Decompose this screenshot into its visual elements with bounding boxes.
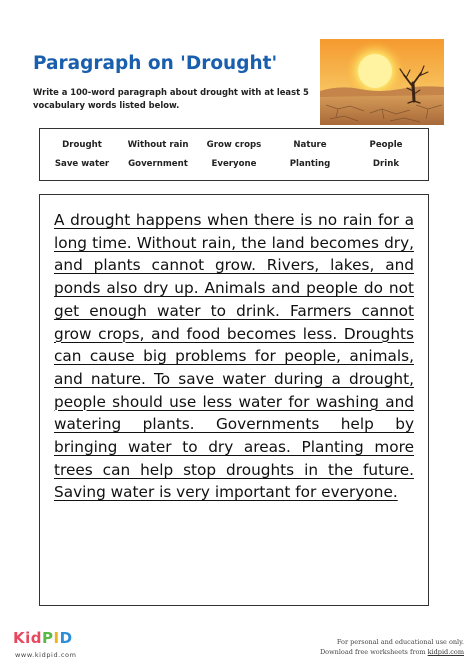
kidpid-logo [13,629,73,647]
footer-line-1: For personal and educational use only. [336,638,464,646]
vocab-word: Drink [372,159,400,170]
vocab-word: Everyone [211,159,257,170]
instructions-text: Write a 100-word paragraph about drought with at least 5 vocabulary words listed below. [33,87,309,110]
page-title: Paragraph on 'Drought' [33,53,278,74]
vocab-word: Grow crops [206,139,262,150]
logo-part: I [53,629,60,647]
vocab-word: Without rain [127,139,189,150]
vocab-word: Nature [293,139,327,150]
logo-url: www.kidpid.com [15,651,77,659]
vocab-word: Save water [54,159,110,170]
paragraph-text: A drought happens when there is no rain for a long time. Without rain, the land becomes dry, and plants cannot grow. Rivers, lakes, and ponds also dry up. Animals and people do not get enough water to drink. Farmers cannot grow crops, and food becomes less. Droughts can cause big problems for people, animals, and nature. To save water during a drought, people should use less water for washing and watering plants. Governments help by bringing water to dry areas. Planting more trees can help stop droughts in the future. Saving water is very important for everyone. [54,211,414,502]
logo-part: D [59,629,73,647]
footer-notice [320,637,464,657]
footer-link[interactable]: kidpid.com [427,648,464,656]
footer-prefix: Download free worksheets from [319,648,428,656]
vocab-word: People [369,139,403,150]
paragraph-box [39,194,429,606]
logo-part: P [42,629,54,647]
drought-illustration [320,39,444,125]
vocab-word: Planting [289,159,331,170]
vocabulary-box [39,128,429,181]
logo-part: Kid [13,629,43,647]
vocab-word: Government [128,159,188,170]
vocab-word: Drought [62,139,102,150]
footer-line-2 [320,647,464,657]
